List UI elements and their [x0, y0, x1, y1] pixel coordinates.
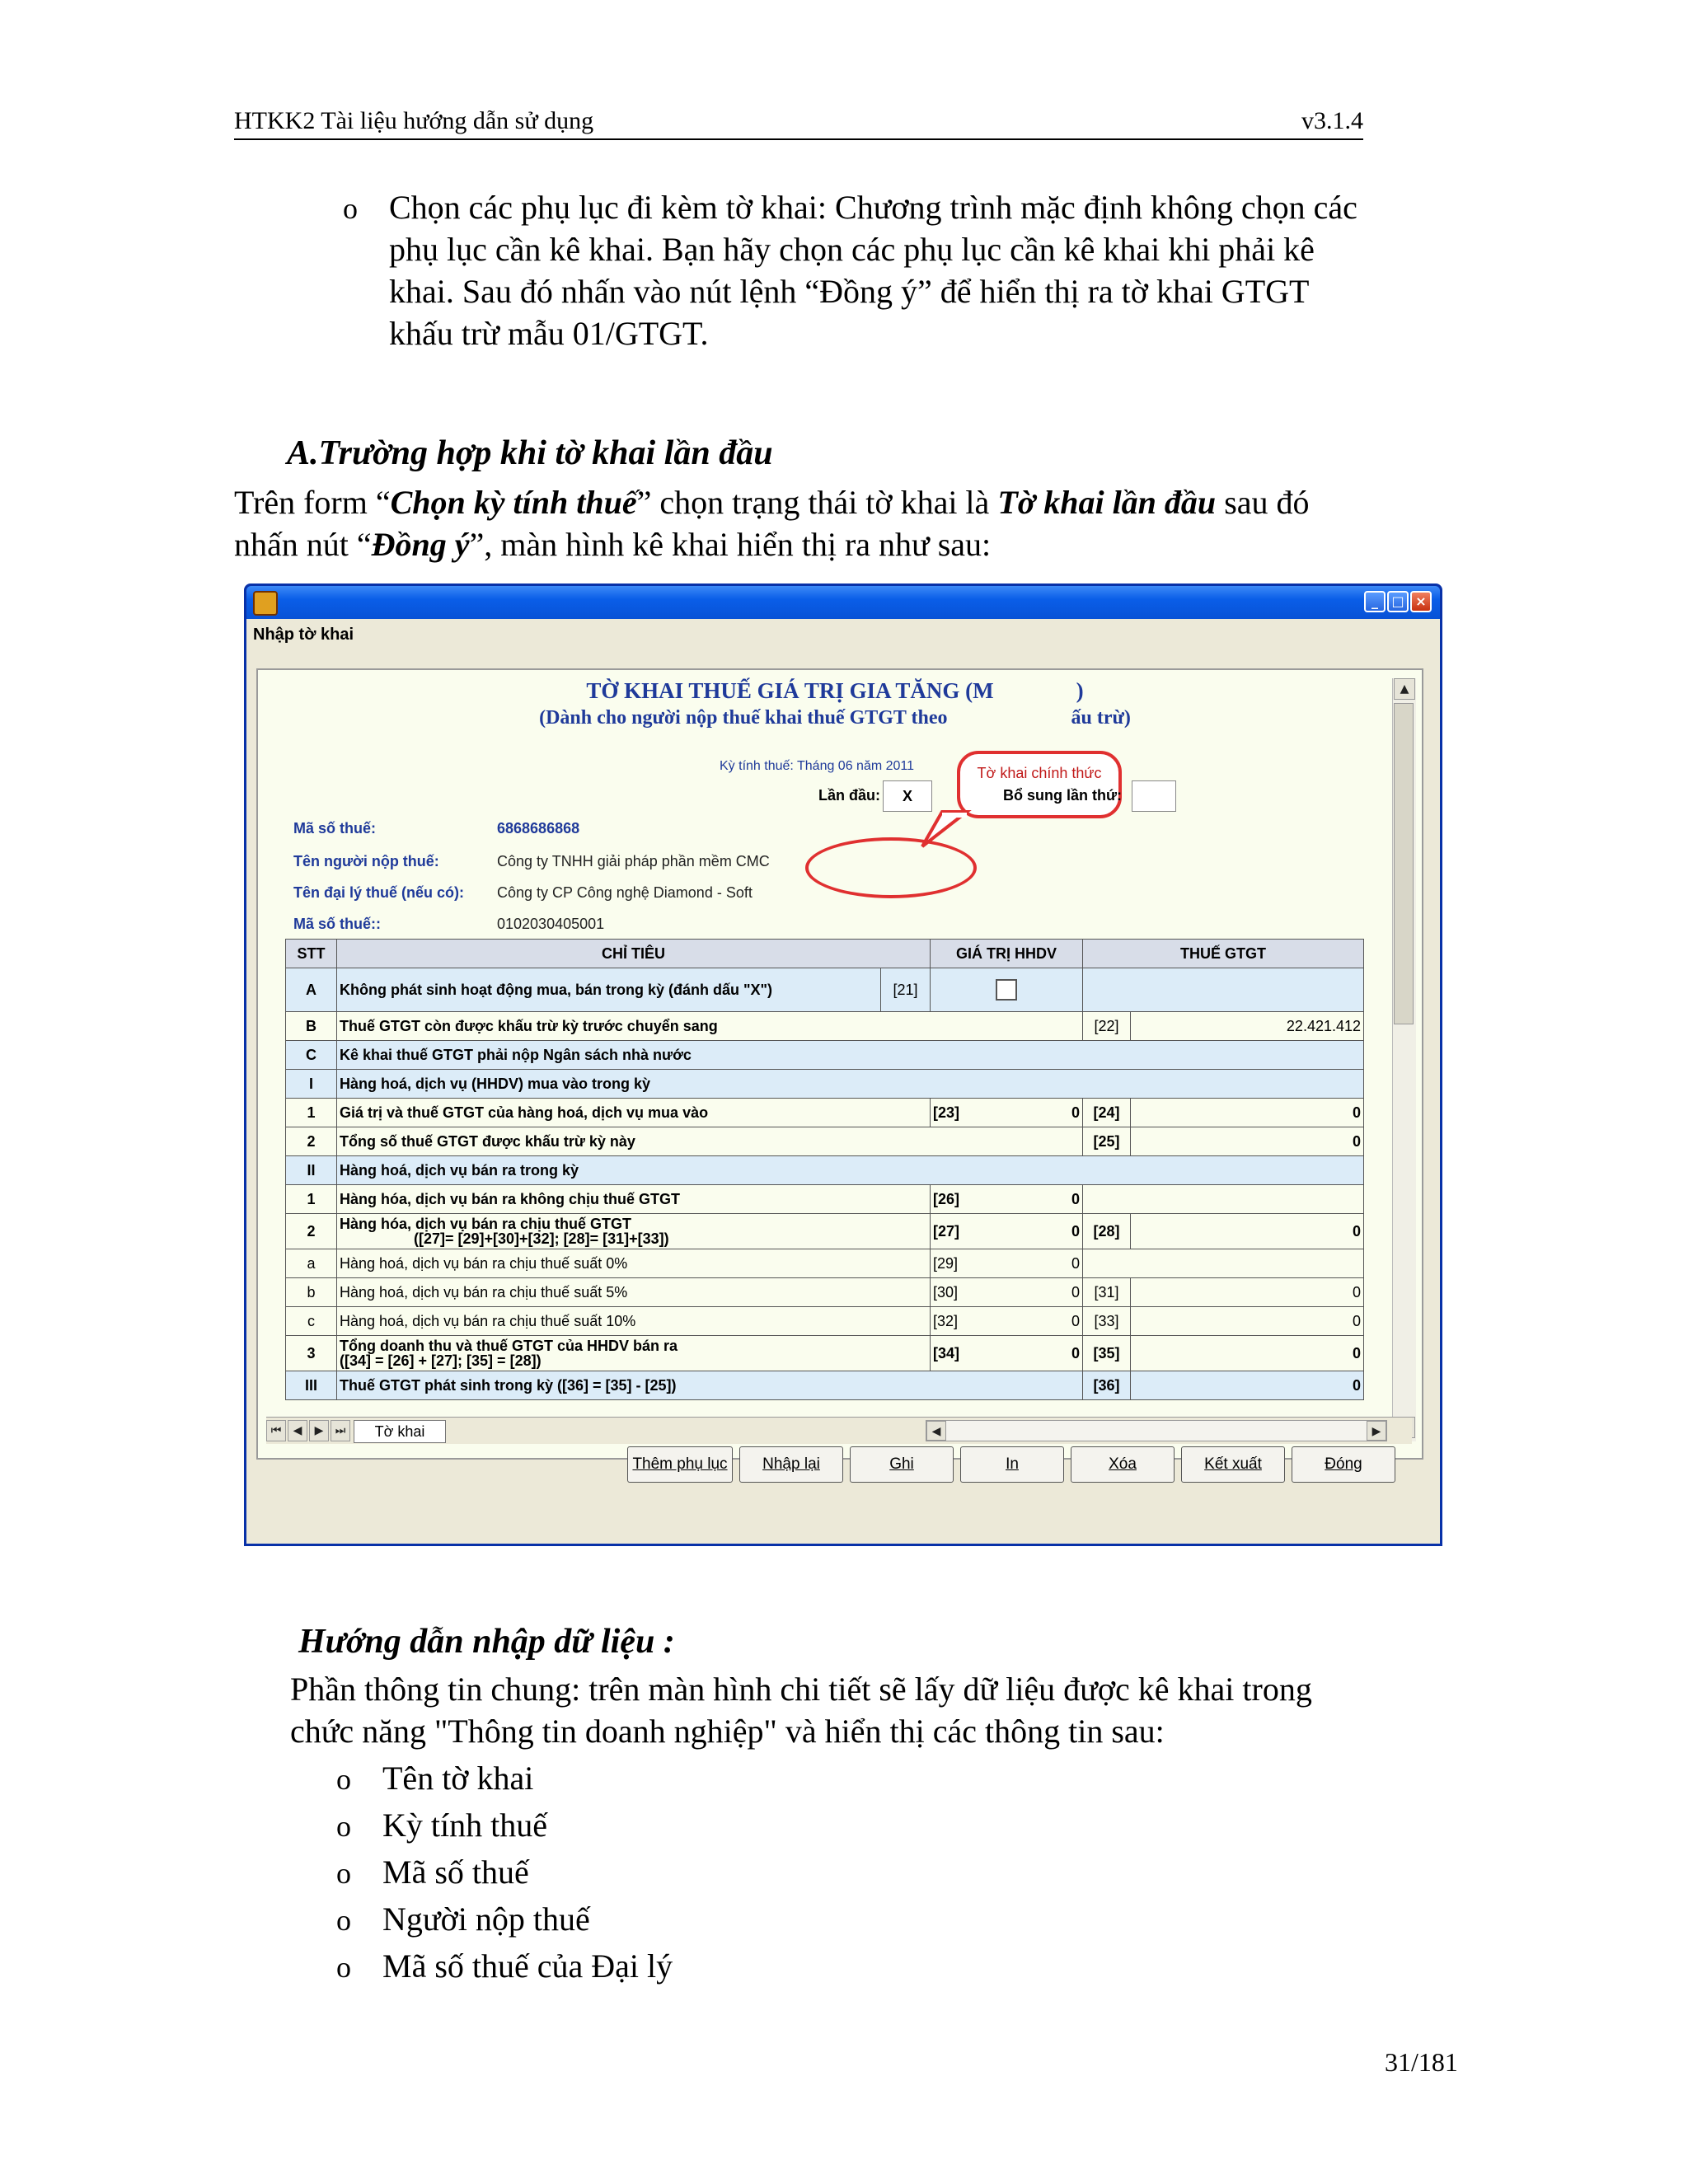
- table-row: [286, 1278, 1364, 1307]
- form-subtitle: [481, 707, 1189, 729]
- window-titlebar[interactable]: [246, 586, 1440, 619]
- row-text: Hàng hóa, dịch vụ bán ra không chịu thuế GTGT: [337, 1185, 931, 1214]
- row-stt: 3: [286, 1336, 337, 1371]
- delete-button[interactable]: Xóa: [1071, 1446, 1175, 1483]
- info-label-taxpayer: Tên người nộp thuế:: [293, 853, 439, 869]
- row-text-line-1: Hàng hóa, dịch vụ bán ra chịu thuế GTGT: [340, 1216, 632, 1232]
- info-label-agent-tax-code: Mã số thuế::: [293, 916, 381, 932]
- row-code: [29]: [933, 1254, 959, 1272]
- table-row: [286, 1012, 1364, 1041]
- text: Trên form “: [234, 484, 391, 521]
- guide-heading: Hướng dẫn nhập dữ liệu :: [298, 1623, 675, 1661]
- row-value-cell[interactable]: [931, 1099, 1083, 1127]
- maximize-icon[interactable]: □: [1387, 591, 1409, 612]
- row-value: 0: [1071, 1254, 1081, 1272]
- row-code: [23]: [933, 1104, 960, 1121]
- row-code: [25]: [1083, 1127, 1131, 1156]
- list-item: [336, 1945, 673, 1989]
- list-item-text: Mã số thuế của Đại lý: [382, 1947, 673, 1985]
- text: ” chọn trạng thái tờ khai là: [636, 484, 998, 521]
- row-value[interactable]: 0: [1131, 1371, 1364, 1400]
- callout-official-declaration: Tờ khai chính thức: [957, 751, 1122, 818]
- row-text: Hàng hoá, dịch vụ bán ra chịu thuế suất 0%: [337, 1249, 931, 1278]
- intro-line-2: phụ lục cần kê khai. Bạn hãy chọn các phụ lục cần kê khai khi phải kê: [389, 231, 1315, 268]
- export-button[interactable]: Kết xuất: [1181, 1446, 1285, 1483]
- tax-period: Kỳ tính thuế: Tháng 06 năm 2011: [720, 759, 915, 773]
- row-text-line-2: ([27]= [29]+[30]+[32]; [28]= [31]+[33]): [414, 1230, 669, 1247]
- form-title-text: TỜ KHAI THUẾ GIÁ TRỊ GIA TĂNG (M: [586, 678, 994, 703]
- table-row: [286, 1070, 1364, 1099]
- scroll-up-icon[interactable]: ▲: [1394, 678, 1415, 700]
- bullet-circle: o: [336, 1951, 351, 1984]
- document-title: HTKK2 Tài liệu hướng dẫn sử dụng: [234, 107, 594, 134]
- text: sau đó: [1216, 484, 1310, 521]
- declaration-form: [256, 668, 1423, 1460]
- form-name: Chọn kỳ tính thuế: [390, 484, 637, 521]
- header-chi-tieu: CHỈ TIÊU: [337, 940, 931, 968]
- bullet-circle: o: [336, 1763, 351, 1796]
- page-number: 31/181: [1385, 2047, 1458, 2077]
- row-code: [26]: [933, 1190, 960, 1207]
- intro-line-3: khai. Sau đó nhấn vào nút lệnh “Đồng ý” để hiển thị ra tờ khai GTGT: [389, 273, 1310, 310]
- horizontal-scrollbar[interactable]: [926, 1420, 1387, 1441]
- reset-button[interactable]: Nhập lại: [739, 1446, 843, 1483]
- list-item: [336, 1757, 533, 1801]
- row-text: Tổng số thuế GTGT được khấu trừ kỳ này: [337, 1127, 1083, 1156]
- tab-to-khai[interactable]: Tờ khai: [354, 1420, 446, 1443]
- row-value[interactable]: 0: [1131, 1127, 1364, 1156]
- row-code: [33]: [1083, 1307, 1131, 1336]
- button-name: Đồng ý: [371, 526, 470, 563]
- table-row: [286, 1371, 1364, 1400]
- form-title-end: ): [1076, 678, 1084, 703]
- row-code: [34]: [933, 1345, 960, 1361]
- row-code: [21]: [881, 968, 931, 1012]
- form-subtitle-end: ấu trừ): [1071, 707, 1131, 729]
- print-button[interactable]: In: [960, 1446, 1064, 1483]
- row-value[interactable]: 0: [1131, 1214, 1364, 1249]
- row-value-cell[interactable]: [931, 1214, 1083, 1249]
- table-row: [286, 1307, 1364, 1336]
- row-code: [31]: [1083, 1278, 1131, 1307]
- text: ”, màn hình kê khai hiển thị ra như sau:: [469, 526, 992, 563]
- supplement-field[interactable]: [1132, 780, 1176, 812]
- row-stt: A: [286, 968, 337, 1012]
- row-value[interactable]: 0: [1131, 1099, 1364, 1127]
- info-value-agent: Công ty CP Công nghệ Diamond - Soft: [497, 884, 753, 901]
- header-gia-tri: GIÁ TRỊ HHDV: [931, 940, 1083, 968]
- bullet-circle: o: [336, 1904, 351, 1937]
- section-heading: A.Trường hợp khi tờ khai lần đầu: [287, 434, 773, 472]
- row-value: 0: [1071, 1345, 1081, 1361]
- save-button[interactable]: Ghi: [850, 1446, 954, 1483]
- row-text: Thuế GTGT phát sinh trong kỳ ([36] = [35] - [25]): [337, 1371, 1083, 1400]
- row-empty: [1083, 1249, 1364, 1278]
- table-row: [286, 1336, 1364, 1371]
- guide-paragraph-line-1: Phần thông tin chung: trên màn hình chi tiết sẽ lấy dữ liệu được kê khai trong: [290, 1671, 1312, 1708]
- row-text: Giá trị và thuế GTGT của hàng hoá, dịch vụ mua vào: [337, 1099, 931, 1127]
- list-item: [336, 1898, 590, 1942]
- section-paragraph-line-1: [234, 481, 1310, 523]
- row-stt: C: [286, 1041, 337, 1070]
- sheet-tab-bar: [266, 1417, 1412, 1444]
- row-code: [32]: [933, 1312, 959, 1329]
- window-client: [246, 619, 1440, 1544]
- row-stt: 1: [286, 1185, 337, 1214]
- row-text: Thuế GTGT còn được khấu trừ kỳ trước chuyển sang: [337, 1012, 1083, 1041]
- header-stt: STT: [286, 940, 337, 968]
- list-item-text: Tên tờ khai: [382, 1760, 534, 1797]
- header-thue: THUẾ GTGT: [1083, 940, 1364, 968]
- row-empty: [1083, 1185, 1364, 1214]
- supplement-label: Bổ sung lần thứ:: [1003, 787, 1123, 804]
- close-button[interactable]: Đóng: [1292, 1446, 1395, 1483]
- add-appendix-button[interactable]: Thêm phụ lục: [627, 1446, 733, 1483]
- row-value: 0: [1071, 1104, 1081, 1121]
- table-row: [286, 1127, 1364, 1156]
- row-value[interactable]: 22.421.412: [1131, 1012, 1364, 1041]
- first-time-label: Lần đầu:: [818, 787, 880, 804]
- declaration-table: [285, 939, 1364, 1400]
- info-value-taxpayer: Công ty TNHH giải pháp phần mềm CMC: [497, 853, 770, 869]
- row-value: 0: [1071, 1223, 1081, 1240]
- row-code: [28]: [1083, 1214, 1131, 1249]
- scroll-left-icon[interactable]: ◀: [926, 1421, 946, 1441]
- intro-line-4: khấu trừ mẫu 01/GTGT.: [389, 315, 709, 352]
- status-name: Tờ khai lần đầu: [997, 484, 1217, 521]
- bullet-circle: o: [336, 1810, 351, 1843]
- list-item-text: Mã số thuế: [382, 1854, 529, 1891]
- table-row: [286, 1214, 1364, 1249]
- row-value-cell[interactable]: [931, 1185, 1083, 1214]
- list-item-text: Người nộp thuế: [382, 1900, 590, 1938]
- tax-declaration-window: [244, 583, 1442, 1546]
- scroll-thumb[interactable]: [1394, 703, 1414, 1024]
- bullet-circle: o: [336, 1857, 351, 1890]
- minimize-icon[interactable]: _: [1364, 591, 1386, 612]
- row-text: Hàng hoá, dịch vụ bán ra trong kỳ: [337, 1156, 1364, 1185]
- form-subtitle-text: (Dành cho người nộp thuế khai thuế GTGT theo: [539, 707, 948, 729]
- table-header-row: [286, 940, 1364, 968]
- row-value-cell[interactable]: [931, 1307, 1083, 1336]
- row-value[interactable]: 0: [1131, 1307, 1364, 1336]
- row-text: Hàng hoá, dịch vụ (HHDV) mua vào trong kỳ: [337, 1070, 1364, 1099]
- list-item: [336, 1851, 529, 1895]
- row-value: 0: [1071, 1312, 1081, 1329]
- row-stt: III: [286, 1371, 337, 1400]
- window-title: Nhập tờ khai: [253, 626, 354, 644]
- row-text: [337, 1336, 931, 1371]
- row-stt: B: [286, 1012, 337, 1041]
- row-code: [30]: [933, 1283, 959, 1301]
- table-row: [286, 968, 1364, 1012]
- row-value: 0: [1071, 1283, 1081, 1301]
- row-text: Hàng hoá, dịch vụ bán ra chịu thuế suất 10%: [337, 1307, 931, 1336]
- row-code: [35]: [1083, 1336, 1131, 1371]
- app-icon: [253, 591, 278, 616]
- info-label-agent: Tên đại lý thuế (nếu có):: [293, 884, 465, 901]
- list-item: [336, 1804, 547, 1848]
- info-value-tax-code: 6868686868: [497, 820, 580, 837]
- row-value-cell[interactable]: [931, 1336, 1083, 1371]
- page-header: [234, 105, 1363, 140]
- row-checkbox-cell: [931, 968, 1083, 1012]
- intro-bullet: [343, 186, 1357, 230]
- form-title: [538, 678, 1132, 704]
- info-value-agent-tax-code: 0102030405001: [497, 916, 605, 932]
- last-sheet-icon[interactable]: ⏭: [331, 1420, 350, 1441]
- row-stt: a: [286, 1249, 337, 1278]
- row-stt: 1: [286, 1099, 337, 1127]
- row-code: [22]: [1083, 1012, 1131, 1041]
- guide-paragraph-line-2: chức năng "Thông tin doanh nghiệp" và hiển thị các thông tin sau:: [290, 1713, 1165, 1750]
- table-row: [286, 1156, 1364, 1185]
- row-value-cell[interactable]: [931, 1278, 1083, 1307]
- table-row: [286, 1099, 1364, 1127]
- close-icon[interactable]: ×: [1410, 591, 1432, 612]
- section-paragraph-line-2: [234, 523, 991, 565]
- row-value-cell[interactable]: [931, 1249, 1083, 1278]
- row-stt: 2: [286, 1127, 337, 1156]
- row-text: Kê khai thuế GTGT phải nộp Ngân sách nhà nước: [337, 1041, 1364, 1070]
- callout-pointer: [917, 810, 983, 851]
- row-code: [27]: [933, 1223, 960, 1240]
- row-stt: b: [286, 1278, 337, 1307]
- row-stt: 2: [286, 1214, 337, 1249]
- row-stt: c: [286, 1307, 337, 1336]
- first-sheet-icon[interactable]: ⏮: [266, 1420, 286, 1441]
- intro-line-1: Chọn các phụ lục đi kèm tờ khai: Chương trình mặc định không chọn các: [389, 189, 1357, 226]
- row-text-line-1: Tổng doanh thu và thuế GTGT của HHDV bán ra: [340, 1338, 678, 1354]
- row-stt: II: [286, 1156, 337, 1185]
- row-value: 0: [1071, 1190, 1081, 1207]
- row-text: Không phát sinh hoạt động mua, bán trong kỳ (đánh dấu "X"): [337, 968, 881, 1012]
- row-stt: I: [286, 1070, 337, 1099]
- document-version: v3.1.4: [1301, 107, 1363, 134]
- row-text-line-2: ([34] = [26] + [27]; [35] = [28]): [340, 1352, 542, 1369]
- info-label-tax-code: Mã số thuế:: [293, 820, 377, 837]
- prev-sheet-icon[interactable]: ◀: [288, 1420, 307, 1441]
- list-item-text: Kỳ tính thuế: [382, 1807, 547, 1844]
- bullet-circle: o: [343, 192, 358, 225]
- first-time-field[interactable]: X: [883, 780, 932, 812]
- row-code: [36]: [1083, 1371, 1131, 1400]
- no-activity-checkbox[interactable]: [996, 979, 1017, 1001]
- table-row: [286, 1249, 1364, 1278]
- table-row: [286, 1185, 1364, 1214]
- row-value[interactable]: 0: [1131, 1336, 1364, 1371]
- row-empty: [1083, 968, 1364, 1012]
- row-text: [337, 1214, 931, 1249]
- vertical-scrollbar[interactable]: [1392, 678, 1416, 1441]
- row-text: Hàng hoá, dịch vụ bán ra chịu thuế suất 5%: [337, 1278, 931, 1307]
- text: nhấn nút “: [234, 526, 372, 563]
- row-value[interactable]: 0: [1131, 1278, 1364, 1307]
- scroll-right-icon[interactable]: ▶: [1367, 1421, 1386, 1441]
- table-row: [286, 1041, 1364, 1070]
- row-code: [24]: [1083, 1099, 1131, 1127]
- next-sheet-icon[interactable]: ▶: [309, 1420, 329, 1441]
